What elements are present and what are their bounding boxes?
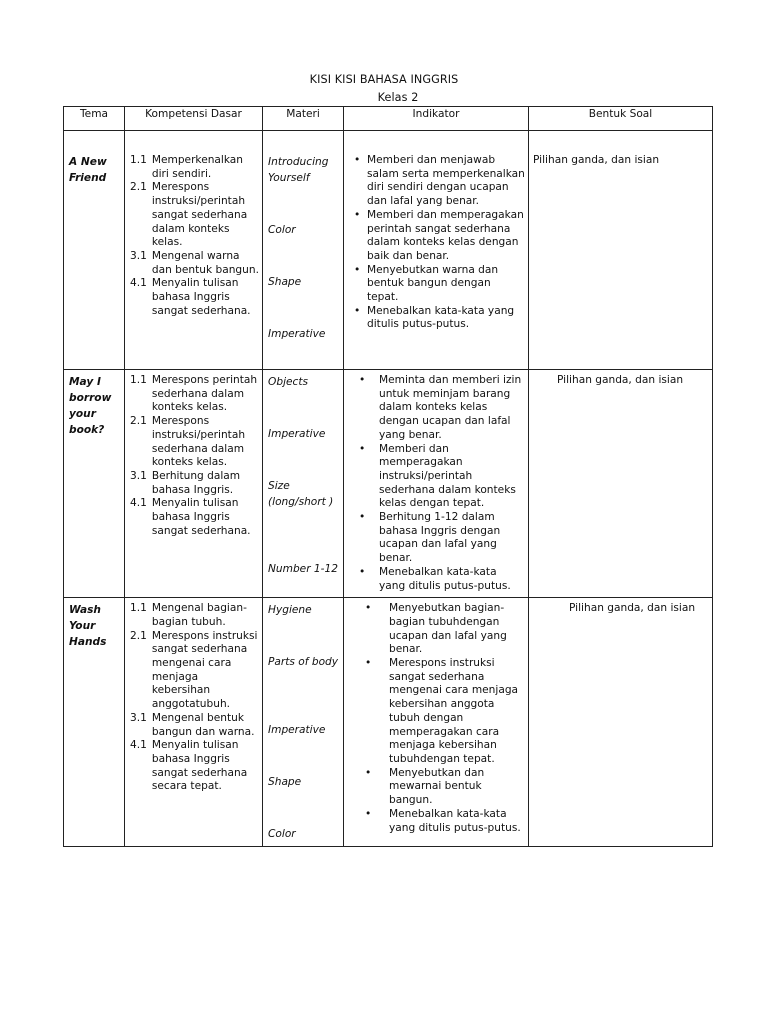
bentuk-soal-text: Pilihan ganda, dan isian: [557, 374, 684, 386]
kompetensi-number: 1.1: [130, 374, 147, 386]
kompetensi-text: Memperkenalkan diri sendiri.: [151, 154, 244, 180]
kompetensi-item: [130, 470, 259, 497]
column-header: Indikator: [344, 107, 529, 131]
tema-cell: [64, 370, 125, 598]
document-title: KISI KISI BAHASA INGGRIS: [309, 73, 459, 86]
materi-item: Introducing Yourself: [268, 156, 329, 184]
kompetensi-number: 2.1: [130, 629, 147, 642]
kompetensi-item: [130, 154, 259, 181]
kompetensi-text: Mengenal bagian-bagian tubuh.: [151, 602, 247, 628]
table-row: [64, 131, 713, 370]
materi-item: Number 1-12: [268, 563, 338, 575]
kompetensi-cell: [125, 131, 263, 370]
kompetensi-text: Merespons perintah sederhana dalam konteks kelas.: [151, 374, 258, 414]
kompetensi-number: 3.1: [130, 249, 147, 262]
kompetensi-item: [130, 277, 259, 318]
kompetensi-text: Mengenal warna dan bentuk bangun.: [151, 249, 259, 276]
kompetensi-item: [130, 181, 259, 250]
tema-cell: [64, 598, 125, 847]
kompetensi-text: Merespons instruksi/perintah sangat sederhana dalam konteks kelas.: [151, 181, 248, 249]
kompetensi-text: Berhitung dalam bahasa Inggris.: [151, 469, 241, 496]
bentuk-soal-text: Pilihan ganda, dan isian: [533, 154, 660, 166]
materi-item: Hygiene: [268, 604, 312, 617]
indikator-item: • Menebalkan kata-kata yang ditulis putus-putus.: [349, 808, 525, 835]
tema-cell: [64, 131, 125, 370]
indikator-item: • Menebalkan kata-kata yang ditulis putus-putus.: [349, 305, 525, 332]
column-header: Tema: [64, 107, 125, 131]
kompetensi-cell: [125, 598, 263, 847]
document-subtitle: Kelas 2: [377, 91, 419, 104]
kompetensi-text: Menyalin tulisan bahasa Inggris sangat sederhana.: [151, 497, 251, 537]
tema-text: May I borrow your book?: [69, 376, 112, 436]
materi-cell: [263, 131, 344, 370]
tema-text: Wash Your Hands: [69, 604, 107, 649]
table-row: [64, 370, 713, 598]
column-header: Bentuk Soal: [529, 107, 713, 131]
indikator-item: • Menebalkan kata-kata yang ditulis putus-putus.: [349, 566, 525, 593]
materi-item: Color: [268, 828, 296, 841]
kompetensi-number: 4.1: [130, 277, 147, 290]
kompetensi-item: [130, 415, 259, 470]
kompetensi-number: 4.1: [130, 497, 147, 510]
table-header-row: [64, 107, 713, 131]
kompetensi-number: 3.1: [130, 711, 147, 724]
kompetensi-text: Merespons instruksi/perintah sederhana dalam konteks kelas.: [151, 415, 246, 469]
materi-cell: [263, 370, 344, 598]
kompetensi-number: 1.1: [130, 154, 147, 166]
tema-text: A New Friend: [69, 156, 107, 184]
kompetensi-number: 1.1: [130, 602, 147, 615]
materi-item: Imperative: [268, 428, 326, 440]
kompetensi-item: [130, 739, 259, 794]
materi-item: Parts of body: [268, 656, 339, 669]
bentuk-soal-cell: [529, 370, 713, 598]
indikator-cell: [344, 598, 529, 847]
materi-item: Imperative: [268, 724, 326, 737]
kompetensi-text: Mengenal bentuk bangun dan warna.: [151, 711, 255, 738]
indikator-item: • Memberi dan menjawab salam serta memperkenalkan diri sendiri dengan ucapan dan lafal yang benar.: [349, 154, 525, 209]
materi-item: Imperative: [268, 328, 326, 340]
kompetensi-item: [130, 250, 259, 277]
kompetensi-item: [130, 602, 259, 629]
materi-item: Color: [268, 224, 296, 236]
materi-item: Shape: [268, 276, 302, 288]
kisi-kisi-table: [63, 106, 713, 847]
kompetensi-cell: [125, 370, 263, 598]
materi-item: Objects: [268, 376, 309, 388]
indikator-item: • Menyebutkan dan mewarnai bentuk bangun.: [349, 767, 525, 808]
indikator-item: • Menyebutkan bagian-bagian tubuhdengan ucapan dan lafal yang benar.: [349, 602, 525, 657]
kompetensi-text: Menyalin tulisan bahasa Inggris sangat sederhana.: [151, 277, 251, 317]
indikator-item: • Merespons instruksi sangat sederhana mengenai cara menjaga kebersihan anggota tubuh dengan memperagakan cara menjaga kebersihan tubuhdengan tepat.: [349, 657, 525, 767]
kompetensi-number: 3.1: [130, 469, 147, 482]
kompetensi-number: 4.1: [130, 739, 147, 752]
kompetensi-text: Merespons instruksi sangat sederhana mengenai cara menjaga kebersihan anggotatubuh.: [151, 629, 258, 711]
column-header: Materi: [263, 107, 344, 131]
bentuk-soal-text: Pilihan ganda, dan isian: [569, 602, 696, 615]
indikator-item: • Meminta dan memberi izin untuk meminjam barang dalam konteks kelas dengan ucapan dan lafal yang benar.: [349, 374, 525, 443]
materi-item: Shape: [268, 776, 302, 789]
kompetensi-item: [130, 497, 259, 538]
indikator-cell: [344, 131, 529, 370]
indikator-item: • Memberi dan memperagakan perintah sangat sederhana dalam konteks kelas dengan baik dan benar.: [349, 209, 525, 264]
column-header: Kompetensi Dasar: [125, 107, 263, 131]
materi-cell: [263, 598, 344, 847]
kompetensi-item: [130, 374, 259, 415]
bentuk-soal-cell: [529, 598, 713, 847]
table-row: [64, 598, 713, 847]
kompetensi-number: 2.1: [130, 181, 147, 194]
kompetensi-text: Menyalin tulisan bahasa Inggris sangat sederhana secara tepat.: [151, 739, 248, 793]
indikator-item: • Memberi dan memperagakan instruksi/perintah sederhana dalam konteks kelas dengan tepat.: [349, 443, 525, 512]
kompetensi-item: [130, 712, 259, 739]
indikator-item: • Berhitung 1-12 dalam bahasa Inggris dengan ucapan dan lafal yang benar.: [349, 511, 525, 566]
kompetensi-item: [130, 630, 259, 712]
materi-item: Size (long/short ): [268, 480, 334, 508]
indikator-cell: [344, 370, 529, 598]
indikator-item: • Menyebutkan warna dan bentuk bangun dengan tepat.: [349, 264, 525, 305]
bentuk-soal-cell: [529, 131, 713, 370]
kompetensi-number: 2.1: [130, 415, 147, 428]
